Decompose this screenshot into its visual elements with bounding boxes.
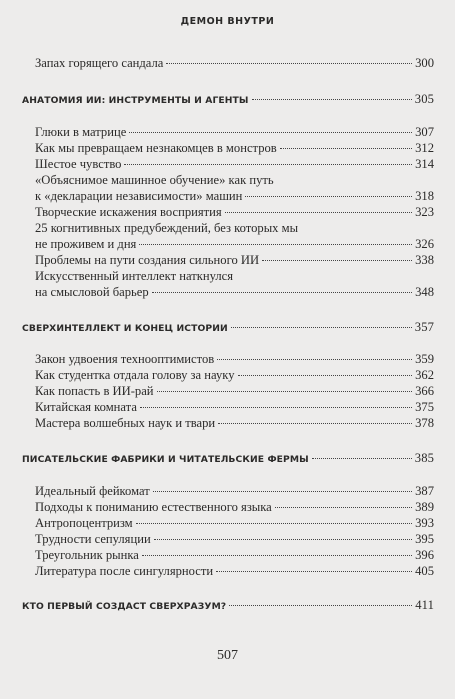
- toc-entry-title: Творческие искажения восприятия: [35, 205, 222, 219]
- toc-entry-page: 385: [414, 451, 434, 465]
- dot-leader: [157, 391, 413, 392]
- dot-leader: [280, 148, 412, 149]
- toc-entry-title: Глюки в матрице: [35, 125, 127, 139]
- running-head: ДЕМОН ВНУТРИ: [180, 16, 275, 27]
- dot-leader: [229, 605, 412, 606]
- toc-entry-title-line2: не проживем и дня: [35, 237, 137, 251]
- toc-entry: [35, 157, 434, 172]
- toc-entry-page: 318: [415, 189, 434, 203]
- toc-entry-title: Подходы к пониманию естественного языка: [35, 500, 272, 514]
- toc-entry: [35, 564, 434, 579]
- toc-entry-page: 375: [415, 400, 434, 414]
- toc-entry-page: 357: [414, 320, 434, 334]
- dot-leader: [231, 327, 412, 328]
- toc-entry-title: Мастера волшебных наук и твари: [35, 416, 216, 430]
- toc-section-title: ПИСАТЕЛЬСКИЕ ФАБРИКИ И ЧИТАТЕЛЬСКИЕ ФЕРМЫ: [22, 454, 309, 465]
- dot-leader: [154, 539, 412, 540]
- dot-leader: [275, 507, 412, 508]
- toc-section-title: СВЕРХИНТЕЛЛЕКТ И КОНЕЦ ИСТОРИИ: [22, 323, 228, 334]
- toc-entry: [35, 548, 434, 563]
- dot-leader: [152, 292, 412, 293]
- dot-leader: [245, 196, 412, 197]
- dot-leader: [124, 164, 412, 165]
- toc-entry: [35, 516, 434, 531]
- toc-entry-title: Литература после сингулярности: [35, 564, 214, 578]
- toc-entry-title: Как попасть в ИИ-рай: [35, 384, 154, 398]
- toc-entry-title: Шестое чувство: [35, 157, 122, 171]
- toc-entry-title: Проблемы на пути создания сильного ИИ: [35, 253, 260, 267]
- toc-entry: [35, 141, 434, 156]
- toc-entry-page: 305: [414, 92, 434, 106]
- toc-entry-page: 326: [415, 237, 434, 251]
- dot-leader: [142, 555, 412, 556]
- toc-entry: [35, 56, 434, 71]
- toc-entry: [35, 532, 434, 547]
- toc-entry-page: 393: [415, 516, 434, 530]
- toc-entry-page: 378: [415, 416, 434, 430]
- toc-entry-title: Китайская комната: [35, 400, 137, 414]
- toc-entry: [35, 205, 434, 220]
- toc-entry-page: 405: [415, 564, 434, 578]
- dot-leader: [217, 359, 412, 360]
- dot-leader: [225, 212, 412, 213]
- toc-entry-page: 338: [415, 253, 434, 267]
- toc-entry-page: 312: [415, 141, 434, 155]
- dot-leader: [216, 571, 412, 572]
- toc-section-title: АНАТОМИЯ ИИ: ИНСТРУМЕНТЫ И АГЕНТЫ: [22, 95, 249, 106]
- toc-entry-page: 307: [415, 125, 434, 139]
- toc-entry: [35, 484, 434, 499]
- toc-entry-page: 366: [415, 384, 434, 398]
- toc-entry-title: Как мы превращаем незнакомцев в монстров: [35, 141, 277, 155]
- toc-entry-title: Как студентка отдала голову за науку: [35, 368, 235, 382]
- toc-entry-title-line2: к «декларации независимости» машин: [35, 189, 243, 203]
- toc-entry-page: 348: [415, 285, 434, 299]
- toc-section-heading: [22, 451, 434, 466]
- dot-leader: [153, 491, 412, 492]
- dot-leader: [129, 132, 412, 133]
- toc-entry-page: 323: [415, 205, 434, 219]
- toc-section-heading: [22, 92, 434, 107]
- toc-entry: [35, 416, 434, 431]
- toc-entry: [35, 500, 434, 515]
- toc-entry-title-line1: Искусственный интеллект наткнулся: [35, 269, 234, 283]
- toc-entry-page: 411: [415, 598, 434, 612]
- toc-entry-title-line1: 25 когнитивных предубеждений, без которых мы: [35, 221, 299, 235]
- toc-section-heading: [22, 320, 434, 335]
- toc-entry-title-line2: на смысловой барьер: [35, 285, 149, 299]
- toc-entry-title: Антропоцентризм: [35, 516, 133, 530]
- toc-entry-page: 314: [415, 157, 434, 171]
- toc-entry-page: 396: [415, 548, 434, 562]
- page-number: 507: [217, 648, 238, 663]
- toc-entry-title: Трудности сепуляции: [35, 532, 151, 546]
- toc-entry-page: 395: [415, 532, 434, 546]
- toc-entry-page: 359: [415, 352, 434, 366]
- toc-section-title: КТО ПЕРВЫЙ СОЗДАСТ СВЕРХРАЗУМ?: [22, 601, 227, 612]
- toc-entry: [35, 384, 434, 399]
- toc-entry: [35, 173, 434, 204]
- toc-entry-title: Идеальный фейкомат: [35, 484, 150, 498]
- dot-leader: [140, 407, 412, 408]
- toc-section-heading: [22, 598, 434, 613]
- toc-entry-title: Треугольник рынка: [35, 548, 139, 562]
- toc-entry-page: 300: [415, 56, 434, 70]
- toc-entry: [35, 125, 434, 140]
- toc-entry: [35, 400, 434, 415]
- toc-entry-title: Запах горящего сандала: [35, 56, 164, 70]
- dot-leader: [312, 458, 412, 459]
- toc-entry: [35, 269, 434, 300]
- dot-leader: [139, 244, 412, 245]
- dot-leader: [252, 99, 412, 100]
- toc-entry-page: 387: [415, 484, 434, 498]
- dot-leader: [166, 63, 412, 64]
- dot-leader: [238, 375, 413, 376]
- toc-entry-page: 389: [415, 500, 434, 514]
- toc-entry-title: Закон удвоения технооптимистов: [35, 352, 215, 366]
- toc-entry: [35, 352, 434, 367]
- toc-entry: [35, 368, 434, 383]
- toc-entry: [35, 253, 434, 268]
- toc-entry-title-line1: «Объяснимое машинное обучение» как путь: [35, 173, 274, 187]
- dot-leader: [218, 423, 412, 424]
- dot-leader: [262, 260, 412, 261]
- toc-entry-page: 362: [415, 368, 434, 382]
- toc-entry: [35, 221, 434, 252]
- dot-leader: [136, 523, 412, 524]
